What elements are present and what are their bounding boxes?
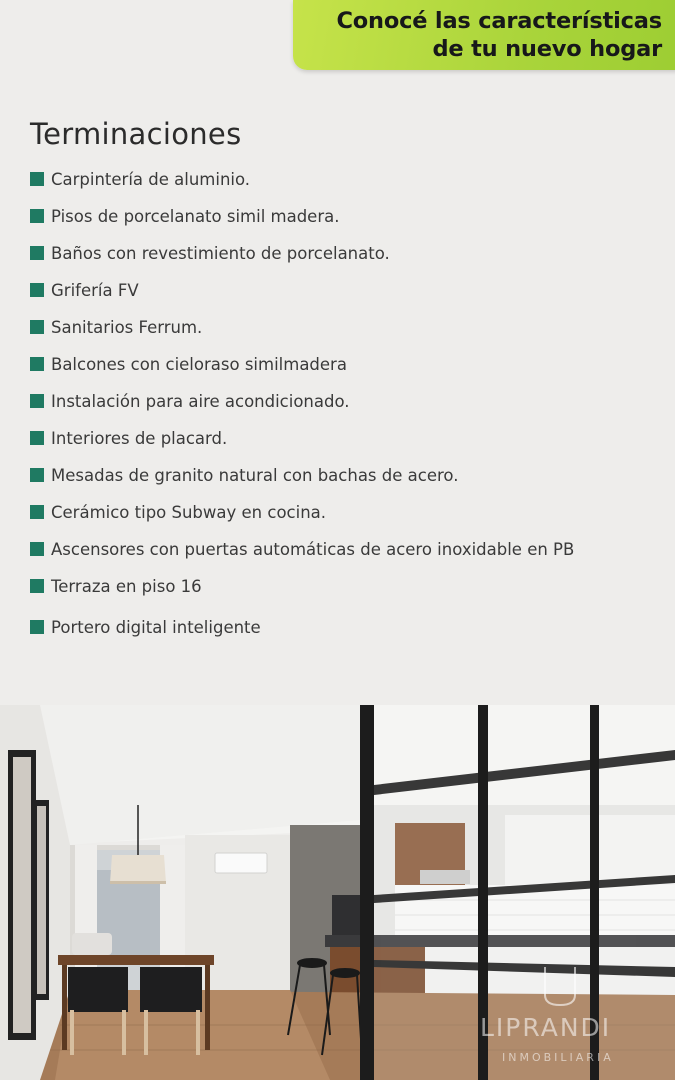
feature-text: Balcones con cieloraso similmadera xyxy=(51,355,347,374)
feature-text: Carpintería de aluminio. xyxy=(51,170,251,189)
feature-item xyxy=(30,427,227,451)
feature-text: Instalación para aire acondicionado. xyxy=(51,392,350,411)
square-bullet-icon xyxy=(30,209,44,223)
feature-text: Ascensores con puertas automáticas de acero inoxidable en PB xyxy=(51,540,575,559)
logo-subtitle: INMOBILIARIA xyxy=(502,1051,614,1064)
feature-item xyxy=(30,575,202,599)
header-banner xyxy=(293,0,675,70)
feature-text: Grifería FV xyxy=(51,281,139,300)
square-bullet-icon xyxy=(30,542,44,556)
square-bullet-icon xyxy=(30,246,44,260)
feature-item xyxy=(30,242,390,266)
feature-item xyxy=(30,501,326,525)
feature-text: Baños con revestimiento de porcelanato. xyxy=(51,244,390,263)
square-bullet-icon xyxy=(30,283,44,297)
banner-line-1: Conocé las características xyxy=(336,8,662,34)
square-bullet-icon xyxy=(30,357,44,371)
feature-text: Cerámico tipo Subway en cocina. xyxy=(51,503,327,522)
square-bullet-icon xyxy=(30,172,44,186)
banner-heading xyxy=(336,7,662,63)
square-bullet-icon xyxy=(30,320,44,334)
square-bullet-icon xyxy=(30,620,44,634)
square-bullet-icon xyxy=(30,431,44,445)
feature-text: Pisos de porcelanato simil madera. xyxy=(51,207,340,226)
feature-item xyxy=(30,464,458,488)
banner-line-2: de tu nuevo hogar xyxy=(432,36,662,62)
square-bullet-icon xyxy=(30,579,44,593)
square-bullet-icon xyxy=(30,505,44,519)
feature-item xyxy=(30,390,350,414)
feature-item xyxy=(30,538,574,562)
feature-item xyxy=(30,316,202,340)
feature-text: Portero digital inteligente xyxy=(51,618,261,637)
feature-text: Sanitarios Ferrum. xyxy=(51,318,203,337)
square-bullet-icon xyxy=(30,394,44,408)
feature-text: Mesadas de granito natural con bachas de acero. xyxy=(51,466,459,485)
feature-text: Interiores de placard. xyxy=(51,429,228,448)
section-title: Terminaciones xyxy=(30,117,242,151)
feature-item xyxy=(30,205,339,229)
feature-item xyxy=(30,353,347,377)
interior-render-image xyxy=(0,705,675,1080)
logo-name: LIPRANDI xyxy=(480,1013,612,1042)
square-bullet-icon xyxy=(30,468,44,482)
feature-item xyxy=(30,616,261,640)
feature-text: Terraza en piso 16 xyxy=(51,577,202,596)
feature-item xyxy=(30,168,250,192)
feature-item xyxy=(30,279,139,303)
